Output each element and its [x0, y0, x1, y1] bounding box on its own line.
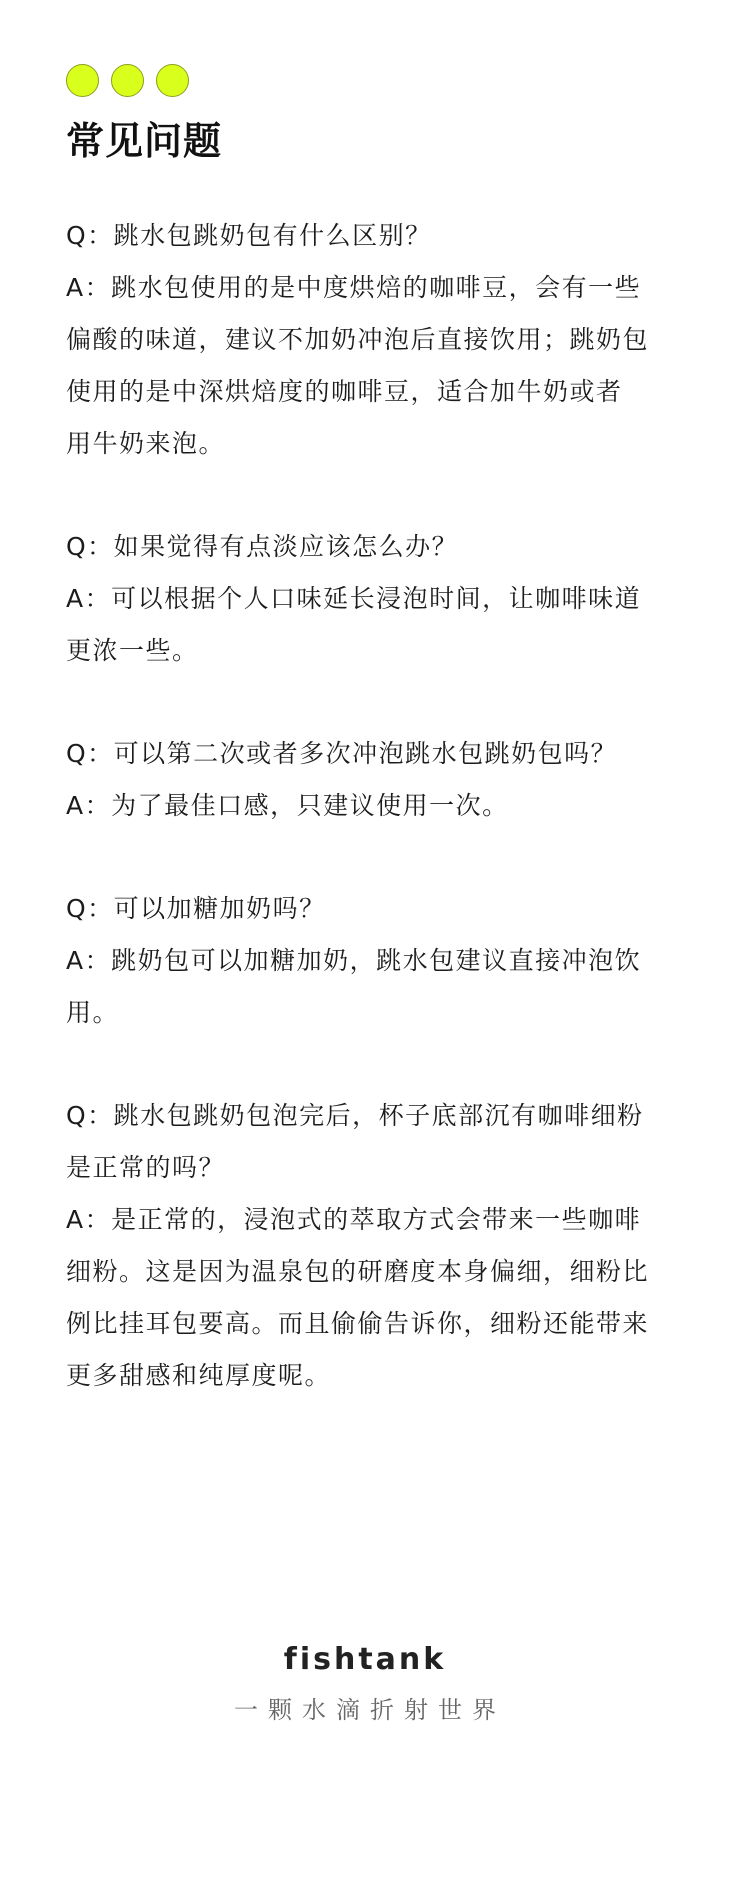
brand-footer: [0, 1640, 730, 1726]
faq-item-1: [66, 210, 666, 470]
faq-answer-line: 用牛奶来泡。: [66, 429, 226, 458]
faq-answer-line: A：是正常的，浸泡式的萃取方式会带来一些咖啡: [66, 1205, 642, 1234]
faq-answer-line: 使用的是中深烘焙度的咖啡豆，适合加牛奶或者: [66, 377, 623, 406]
faq-question: 是正常的吗？: [66, 1153, 226, 1182]
faq-question: Q：如果觉得有点淡应该怎么办？: [66, 532, 459, 561]
faq-question: Q：可以第二次或者多次冲泡跳水包跳奶包吗？: [66, 739, 618, 768]
faq-item-5: [66, 1090, 666, 1402]
dot-1: [66, 64, 99, 97]
faq-item-2: [66, 521, 666, 677]
faq-answer-line: 细粉。这是因为温泉包的研磨度本身偏细，细粉比: [66, 1257, 650, 1286]
faq-answer-line: 更浓一些。: [66, 636, 199, 665]
dot-2: [111, 64, 144, 97]
faq-answer-line: A：跳水包使用的是中度烘焙的咖啡豆，会有一些: [66, 273, 642, 302]
faq-question: Q：跳水包跳奶包泡完后，杯子底部沉有咖啡细粉: [66, 1101, 644, 1130]
faq-answer-line: 例比挂耳包要高。而且偷偷告诉你，细粉还能带来: [66, 1309, 650, 1338]
faq-answer-line: A：可以根据个人口味延长浸泡时间，让咖啡味道: [66, 584, 642, 613]
decorative-dots: [66, 64, 189, 97]
dot-3: [156, 64, 189, 97]
faq-answer-line: 偏酸的味道，建议不加奶冲泡后直接饮用；跳奶包: [66, 325, 650, 354]
faq-item-3: [66, 728, 666, 832]
faq-answer-line: 用。: [66, 998, 120, 1027]
faq-question: Q：跳水包跳奶包有什么区别？: [66, 221, 432, 250]
faq-item-4: [66, 883, 666, 1039]
faq-answer-line: A：为了最佳口感，只建议使用一次。: [66, 791, 509, 820]
faq-answer-line: A：跳奶包可以加糖加奶，跳水包建议直接冲泡饮: [66, 946, 642, 975]
brand-logo: fishtank: [283, 1642, 447, 1677]
faq-question: Q：可以加糖加奶吗？: [66, 894, 326, 923]
faq-list: [66, 210, 666, 1453]
faq-answer-line: 更多甜感和纯厚度呢。: [66, 1361, 332, 1390]
brand-slogan: 一颗水滴折射世界: [234, 1696, 506, 1724]
page-title: 常见问题: [66, 119, 223, 163]
